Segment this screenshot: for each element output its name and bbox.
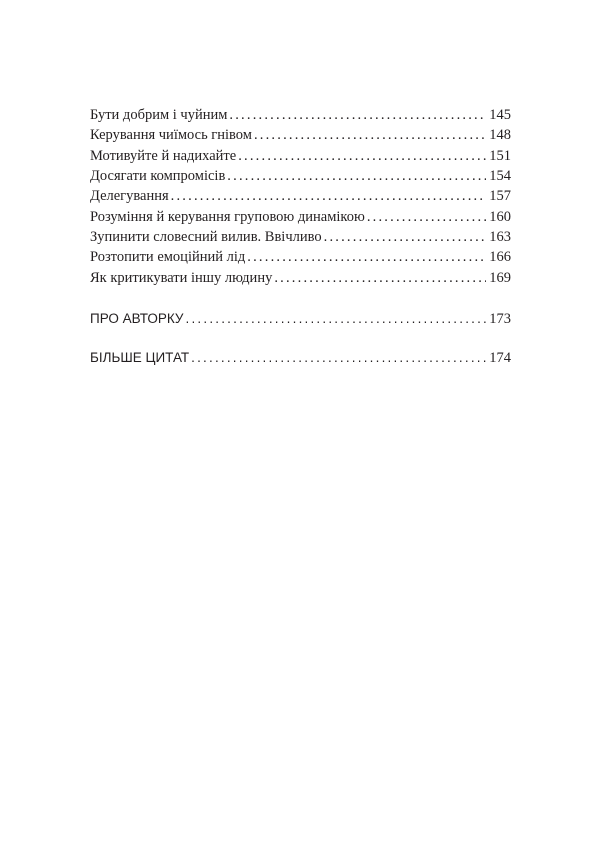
section-title: БІЛЬШЕ ЦИТАТ xyxy=(90,350,190,365)
toc-entry[interactable] xyxy=(90,270,511,290)
leader-dots xyxy=(191,350,486,365)
toc-section-more-quotes[interactable] xyxy=(90,350,511,370)
leader-dots xyxy=(254,127,486,144)
entry-title: Мотивуйте й надихайте xyxy=(90,148,237,164)
entry-page: 160 xyxy=(489,209,511,225)
entry-title: Бути добрим і чуйним xyxy=(90,107,228,123)
entry-page: 163 xyxy=(489,229,511,245)
entry-page: 151 xyxy=(489,148,511,164)
toc-entry[interactable] xyxy=(90,229,511,249)
toc-entry[interactable] xyxy=(90,127,511,147)
leader-dots xyxy=(227,168,486,185)
entry-page: 154 xyxy=(489,168,511,184)
section-page: 173 xyxy=(489,311,511,327)
entry-title: Делегування xyxy=(90,188,169,204)
toc-entry[interactable] xyxy=(90,148,511,168)
leader-dots xyxy=(186,311,487,326)
entry-page: 148 xyxy=(489,127,511,143)
toc-entry[interactable] xyxy=(90,249,511,269)
leader-dots xyxy=(367,209,486,226)
entry-title: Розуміння й керування груповою динамікою xyxy=(90,209,365,225)
leader-dots xyxy=(229,107,486,124)
leader-dots xyxy=(247,249,486,266)
toc-entry[interactable] xyxy=(90,188,511,208)
entry-page: 166 xyxy=(489,249,511,265)
entry-page: 169 xyxy=(489,270,511,286)
leader-dots xyxy=(274,270,486,287)
entry-title: Досягати компромісів xyxy=(90,168,226,184)
entry-title: Керування чиїмось гнівом xyxy=(90,127,252,143)
entry-title: Як критикувати іншу людину xyxy=(90,270,273,286)
entry-title: Розтопити емоційний лід xyxy=(90,249,246,265)
section-title: ПРО АВТОРКУ xyxy=(90,311,184,326)
leader-dots xyxy=(171,188,487,205)
leader-dots xyxy=(238,148,486,165)
toc-section-about-author[interactable] xyxy=(90,311,511,331)
leader-dots xyxy=(324,229,487,246)
entry-title: Зупинити словесний вилив. Ввічливо xyxy=(90,229,322,245)
toc-entry[interactable] xyxy=(90,168,511,188)
section-page: 174 xyxy=(489,350,511,366)
toc-entry[interactable] xyxy=(90,209,511,229)
toc-entry[interactable] xyxy=(90,107,511,127)
entry-page: 145 xyxy=(489,107,511,123)
entry-page: 157 xyxy=(489,188,511,204)
